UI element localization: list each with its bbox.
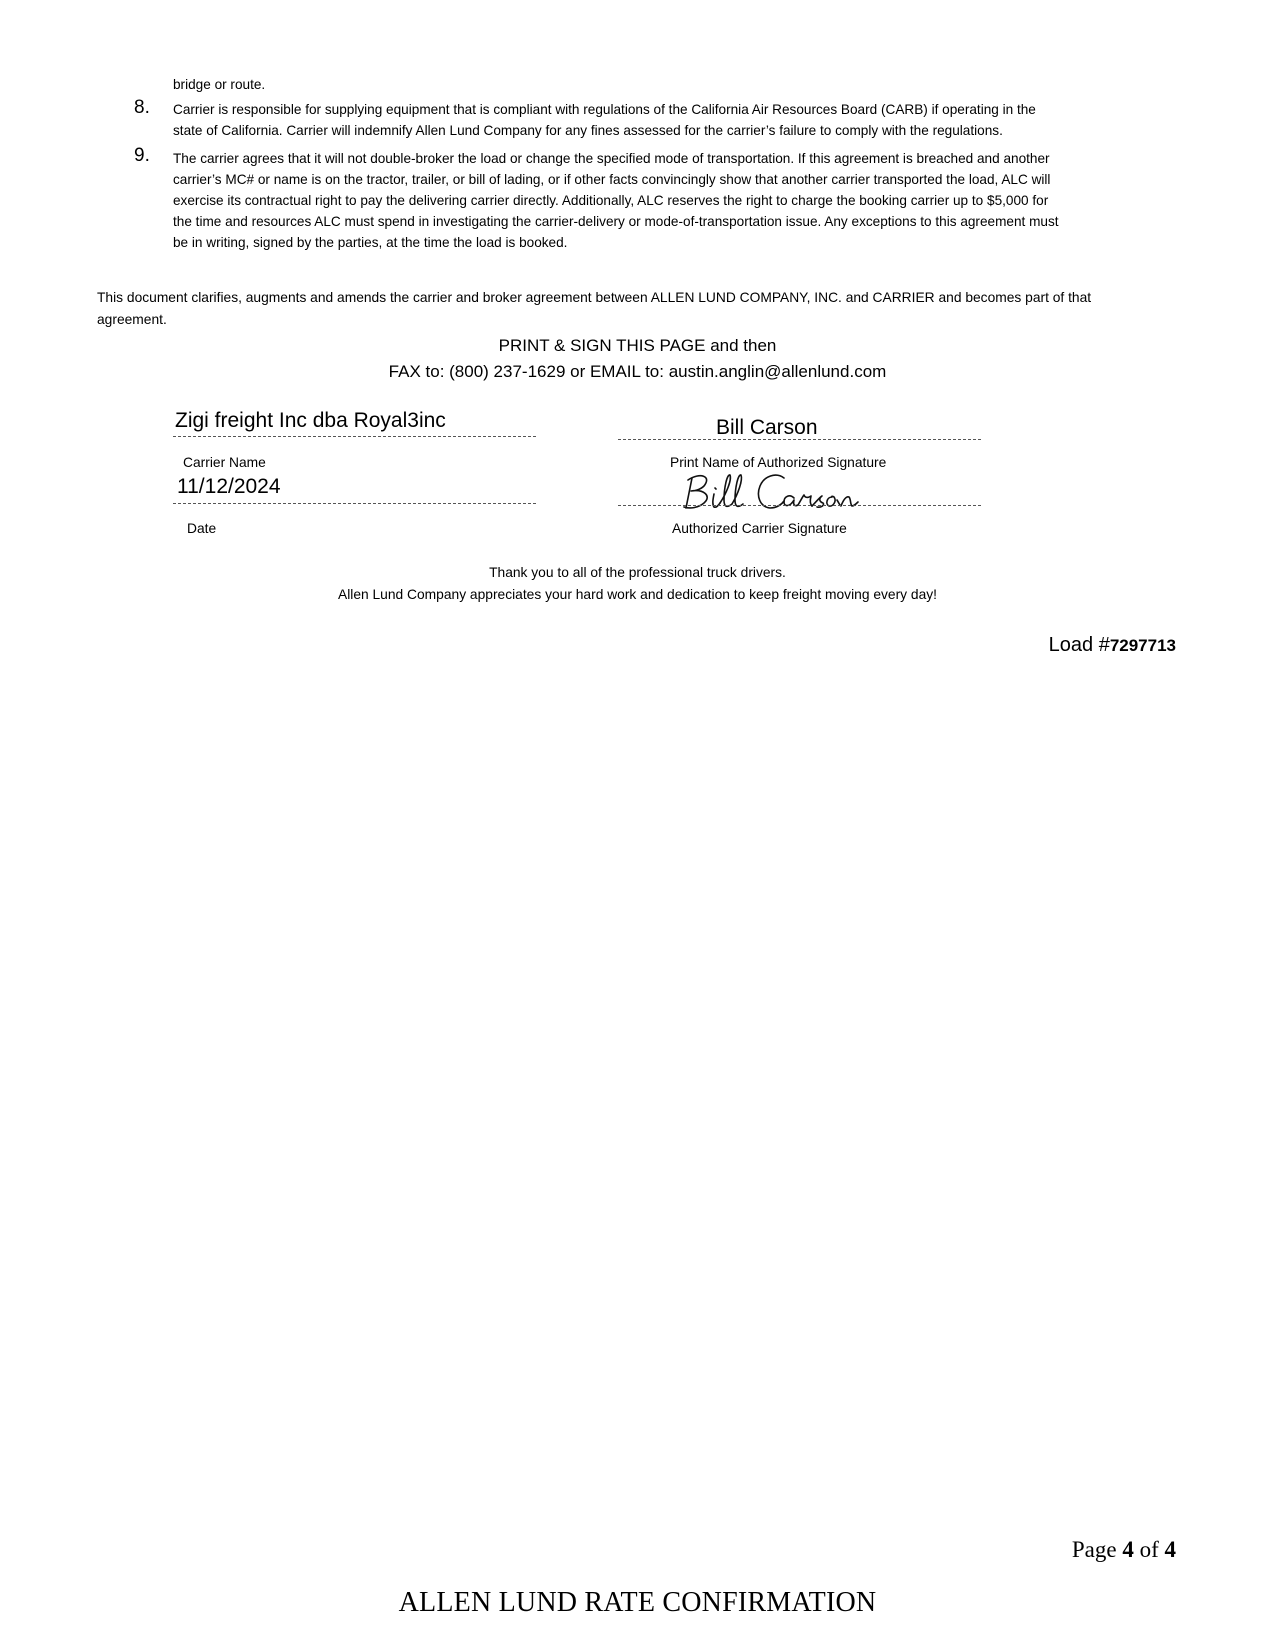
clarification-paragraph — [97, 287, 1187, 330]
carrier-name-label: Carrier Name — [183, 455, 266, 470]
signature-label: Authorized Carrier Signature — [672, 521, 847, 536]
signature-line — [618, 505, 981, 506]
clause-7-continuation: bridge or route. — [173, 77, 266, 92]
page-prefix: Page — [1071, 1537, 1123, 1562]
date-line — [173, 503, 536, 504]
page-separator: of — [1133, 1537, 1165, 1562]
print-name-line — [618, 439, 981, 440]
thanks-drivers: Thank you to all of the professional truck drivers. — [489, 565, 786, 580]
load-number-value: 7297713 — [1109, 636, 1176, 655]
page-current: 4 — [1122, 1537, 1134, 1562]
clause-9-number: 9. — [134, 145, 150, 166]
date-value[interactable]: 11/12/2024 — [177, 475, 281, 498]
print-name-value[interactable]: Bill Carson — [716, 416, 818, 439]
fax-email-instruction: FAX to: (800) 237-1629 or EMAIL to: austin.anglin@allenlund.com — [388, 362, 887, 381]
clarification-line: agreement. — [97, 311, 167, 327]
print-sign-instruction: PRINT & SIGN THIS PAGE and then — [498, 336, 777, 355]
carrier-name-line — [173, 436, 536, 437]
clause-9-line: The carrier agrees that it will not double-broker the load or change the specified mode of transportation. If this agreement is breached and another — [173, 151, 1050, 166]
page-number — [1072, 1536, 1176, 1564]
load-label: Load # — [1048, 634, 1110, 656]
clause-8-number: 8. — [134, 97, 150, 118]
footer-title: ALLEN LUND RATE CONFIRMATION — [398, 1587, 877, 1618]
date-label: Date — [187, 521, 217, 536]
page-total: 4 — [1164, 1537, 1176, 1562]
clarification-line: This document clarifies, augments and amends the carrier and broker agreement between ALLEN LUND COMPANY, INC. and CARRIER and becomes part of that — [97, 290, 1092, 305]
clause-8-line: state of California. Carrier will indemnify Allen Lund Company for any fines assessed for the carrier’s failure to comply with the regulations. — [173, 123, 1003, 138]
clause-8-line: Carrier is responsible for supplying equipment that is compliant with regulations of the California Air Resources Board (CARB) if operating in the — [173, 102, 1036, 117]
clause-9-line: carrier’s MC# or name is on the tractor, trailer, or bill of lading, or if other facts convincingly show that another carrier transported the load, ALC will — [173, 172, 1051, 187]
carrier-name-value[interactable]: Zigi freight Inc dba Royal3inc — [175, 409, 446, 432]
print-name-label: Print Name of Authorized Signature — [670, 455, 887, 470]
clause-9-line: exercise its contractual right to pay the delivering carrier directly. Additionally, ALC reserves the right to charge the booking carrier up to $5,000 for — [173, 193, 1049, 208]
thanks-appreciation: Allen Lund Company appreciates your hard work and dedication to keep freight moving every day! — [338, 587, 937, 602]
clause-8-text — [173, 99, 1183, 141]
signature-image — [680, 470, 880, 514]
load-number — [1049, 632, 1176, 659]
clause-9-line: be in writing, signed by the parties, at the time the load is booked. — [173, 235, 568, 250]
clause-9-text — [173, 148, 1183, 253]
clause-9-line: the time and resources ALC must spend in investigating the carrier-delivery or mode-of-transportation issue. Any exceptions to this agreement must — [173, 214, 1059, 229]
